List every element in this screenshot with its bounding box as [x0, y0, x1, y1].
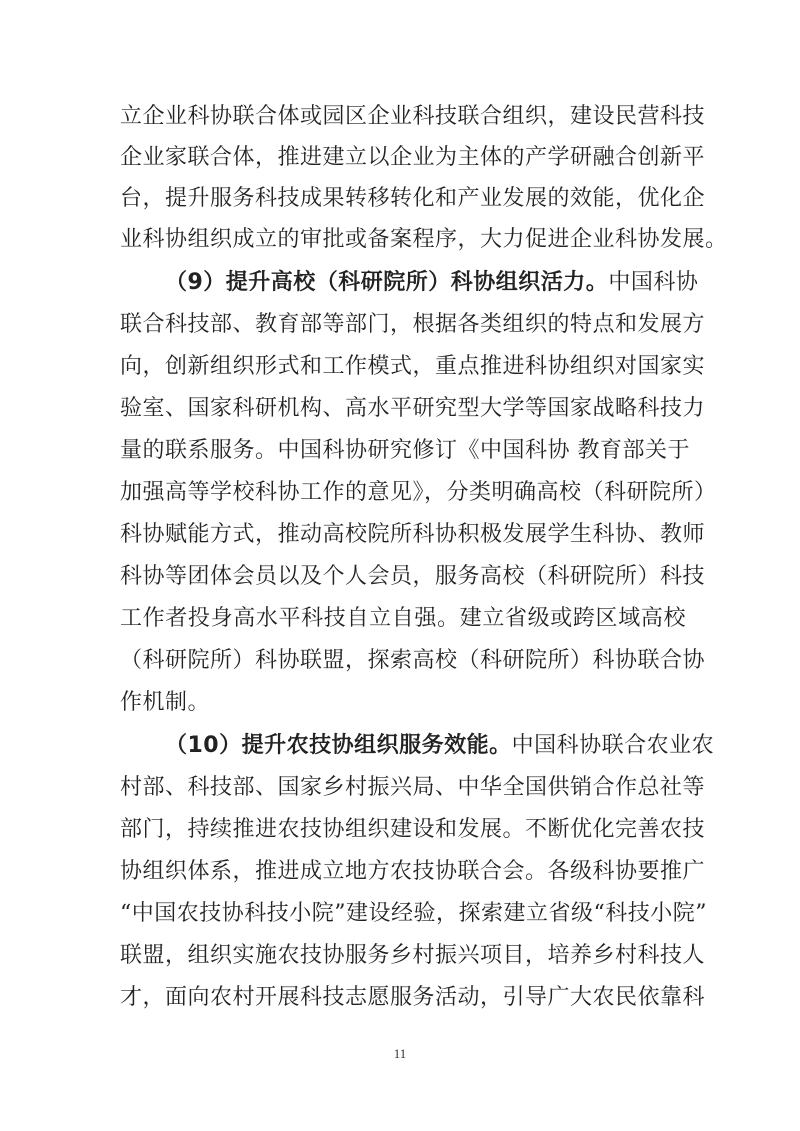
paragraph-3-line-7: 才，面向农村开展科技志愿服务活动，引导广大农民依靠科	[120, 985, 706, 1010]
paragraph-3-line-1	[165, 731, 715, 761]
paragraph-2-line-10: （科研院所）科协联盟，探索高校（科研院所）科协联合协	[120, 648, 706, 673]
paragraph-1-line-3: 台，提升服务科技成果转移转化和产业发展的效能，优化企	[120, 186, 706, 211]
paragraph-2-line-2: 联合科技部、教育部等部门，根据各类组织的特点和发展方	[120, 312, 706, 337]
paragraph-2-line-8: 科协等团体会员以及个人会员，服务高校（科研院所）科技	[120, 564, 706, 589]
paragraph-3-line-3: 部门，持续推进农技协组织建设和发展。不断优化完善农技	[120, 817, 706, 842]
paragraph-2-line-1	[165, 268, 699, 298]
paragraph-2-line-11: 作机制。	[120, 690, 211, 715]
paragraph-1-line-1: 立企业科协联合体或园区企业科技联合组织，建设民营科技	[120, 104, 706, 129]
paragraph-3-first-line-text: 中国科协联合农业农	[511, 733, 715, 758]
paragraph-2-heading: （9）提升高校（科研院所）科协组织活力。	[165, 270, 609, 295]
paragraph-3-line-2: 村部、科技部、国家乡村振兴局、中华全国供销合作总社等	[120, 775, 706, 800]
paragraph-2-line-9: 工作者投身高水平科技自立自强。建立省级或跨区域高校	[120, 606, 686, 631]
paragraph-2-line-5: 量的联系服务。中国科协研究修订《中国科协 教育部关于	[120, 438, 690, 463]
paragraph-2-line-4: 验室、国家科研机构、高水平研究型大学等国家战略科技力	[120, 396, 706, 421]
paragraph-2-line-6: 加强高等学校科协工作的意见》，分类明确高校（科研院所）	[120, 480, 717, 505]
paragraph-1-line-2: 企业家联合体，推进建立以企业为主体的产学研融合创新平	[120, 145, 706, 170]
paragraph-3-line-6: 联盟，组织实施农技协服务乡村振兴项目，培养乡村科技人	[120, 943, 706, 968]
paragraph-3-heading: （10）提升农技协组织服务效能。	[165, 733, 512, 758]
paragraph-1-line-4: 业科协组织成立的审批或备案程序，大力促进企业科协发展。	[120, 227, 728, 252]
paragraph-2-first-line-text: 中国科协	[608, 270, 699, 295]
paragraph-3-line-4: 协组织体系，推进成立地方农技协联合会。各级科协要推广	[120, 859, 706, 884]
paragraph-3-line-5: “中国农技协科技小院”建设经验，探索建立省级“科技小院”	[120, 901, 707, 926]
paragraph-2-line-3: 向，创新组织形式和工作模式，重点推进科协组织对国家实	[120, 354, 706, 379]
paragraph-2-line-7: 科协赋能方式，推动高校院所科协积极发展学生科协、教师	[120, 522, 706, 547]
page-number: 11	[393, 1046, 407, 1061]
